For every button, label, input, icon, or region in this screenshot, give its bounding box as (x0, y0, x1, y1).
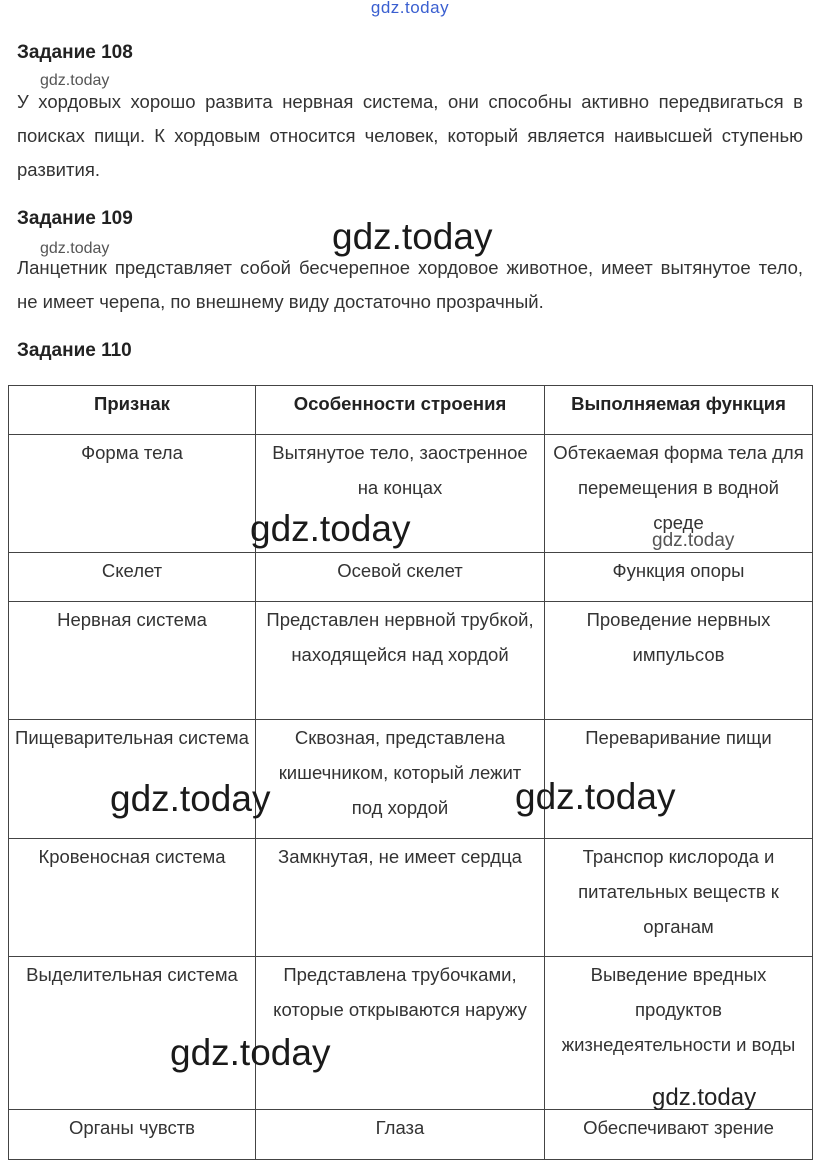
watermark: gdz.today (40, 72, 110, 89)
task-109-text (17, 251, 803, 319)
table-cell: Органы чувств (9, 1110, 256, 1160)
table-cell: Осевой скелет (256, 553, 545, 602)
table-cell: Форма тела (9, 435, 256, 553)
table-cell: Переваривание пищи (545, 720, 813, 839)
table-cell: Выделительная система (9, 957, 256, 1110)
table-row (9, 602, 813, 720)
column-header: Признак (9, 386, 256, 435)
table-cell: Скелет (9, 553, 256, 602)
table-cell: Выведение вредных продуктов жизнедеятельности и воды (545, 957, 813, 1110)
table-header-row (9, 386, 813, 435)
table-cell: Представлена трубочками, которые открываются наружу (256, 957, 545, 1110)
table-row (9, 839, 813, 957)
table-cell: Пищеварительная система (9, 720, 256, 839)
table-cell: Глаза (256, 1110, 545, 1160)
task-109-title: Задание 109 (17, 208, 133, 229)
table-row (9, 553, 813, 602)
table-cell: Функция опоры (545, 553, 813, 602)
table-cell: Транспор кислорода и питательных веществ к органам (545, 839, 813, 957)
watermark: gdz.today (652, 1084, 757, 1111)
table-row (9, 1110, 813, 1160)
site-header[interactable]: gdz.today (370, 0, 450, 17)
watermark: gdz.today (250, 508, 411, 549)
task-108-text (17, 85, 803, 187)
table-cell: Вытянутое тело, заостренное на концах (256, 435, 545, 553)
watermark: gdz.today (170, 1032, 331, 1073)
table-cell: Проведение нервных импульсов (545, 602, 813, 720)
task-110-title: Задание 110 (17, 340, 132, 361)
table-cell: Кровеносная система (9, 839, 256, 957)
table-cell: Замкнутая, не имеет сердца (256, 839, 545, 957)
task-108-title: Задание 108 (17, 42, 133, 63)
table-cell: Нервная система (9, 602, 256, 720)
column-header: Выполняемая функция (545, 386, 813, 435)
watermark: gdz.today (332, 216, 493, 257)
table-cell: Обтекаемая форма тела для перемещения в водной среде (545, 435, 813, 553)
watermark: gdz.today (40, 240, 110, 257)
task-108-paragraph: У хордовых хорошо развита нервная система, они способны активно передвигаться в поисках пищи. К хордовым относится человек, который является наивысшей ступенью развития. (17, 91, 803, 180)
watermark: gdz.today (110, 778, 271, 819)
features-table (8, 385, 813, 1160)
watermark: gdz.today (652, 530, 735, 551)
table-cell: Представлен нервной трубкой, находящейся над хордой (256, 602, 545, 720)
task-109-paragraph: Ланцетник представляет собой бесчерепное хордовое животное, имеет вытянутое тело, не имеет черепа, по внешнему виду достаточно прозрачный. (17, 257, 803, 312)
watermark: gdz.today (515, 776, 676, 817)
table-cell: Обеспечивают зрение (545, 1110, 813, 1160)
column-header: Особенности строения (256, 386, 545, 435)
table-cell: Сквозная, представлена кишечником, который лежит под хордой (256, 720, 545, 839)
